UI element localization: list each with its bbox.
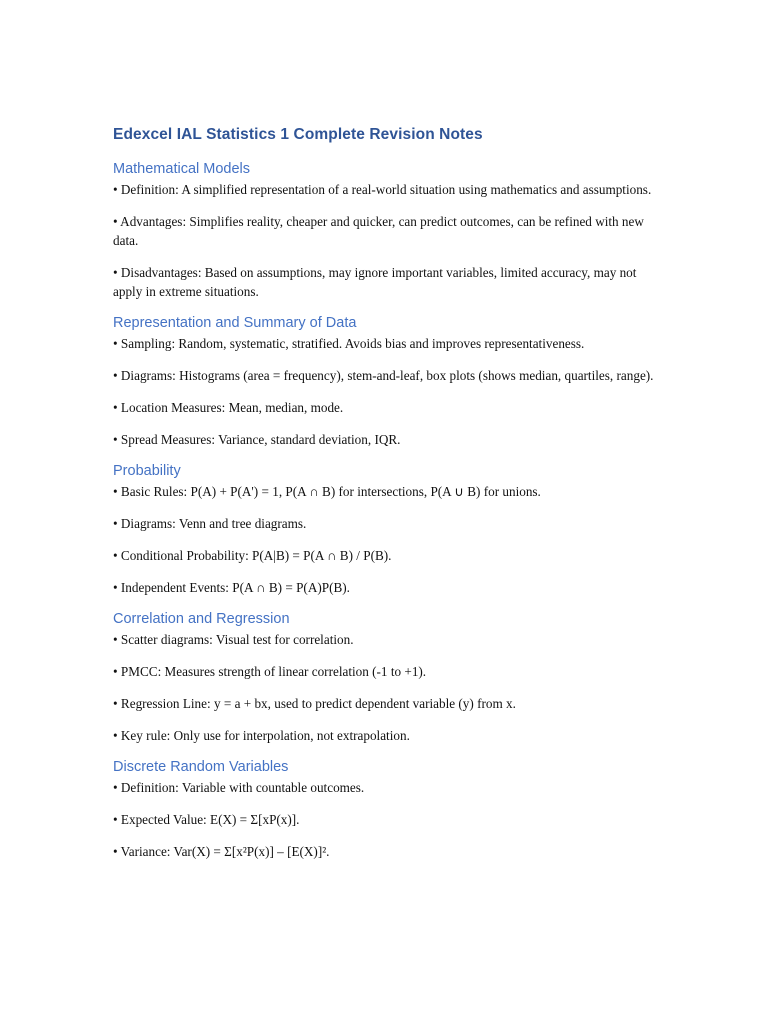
section-heading: Correlation and Regression	[113, 611, 290, 627]
bullet-item: • PMCC: Measures strength of linear correlation (-1 to +1).	[113, 664, 427, 679]
section-heading: Mathematical Models	[113, 161, 250, 177]
bullet-item: • Variance: Var(X) = Σ[x²P(x)] – [E(X)]².	[113, 844, 330, 859]
bullet-item: • Independent Events: P(A ∩ B) = P(A)P(B).	[113, 580, 350, 595]
bullet-item: • Disadvantages: Based on assumptions, may ignore important variables, limited accuracy, may not apply in extreme situations.	[113, 265, 637, 299]
section-heading: Representation and Summary of Data	[113, 315, 357, 331]
bullet-item: • Diagrams: Histograms (area = frequency), stem-and-leaf, box plots (shows median, quartiles, range).	[113, 368, 654, 383]
section-discrete-random-variables	[113, 756, 658, 861]
section-heading: Probability	[113, 463, 181, 479]
bullet-item: • Sampling: Random, systematic, stratified. Avoids bias and improves representativeness.	[113, 336, 585, 351]
bullet-item: • Definition: Variable with countable outcomes.	[113, 780, 365, 795]
section-mathematical-models	[113, 158, 658, 301]
section-correlation-regression	[113, 608, 658, 745]
document-title: Edexcel IAL Statistics 1 Complete Revision Notes	[113, 126, 483, 143]
bullet-item: • Conditional Probability: P(A|B) = P(A ∩ B) / P(B).	[113, 548, 392, 563]
section-representation-summary-data	[113, 312, 658, 449]
section-heading: Discrete Random Variables	[113, 759, 289, 775]
bullet-item: • Diagrams: Venn and tree diagrams.	[113, 516, 307, 531]
bullet-item: • Location Measures: Mean, median, mode.	[113, 400, 344, 415]
bullet-item: • Regression Line: y = a + bx, used to predict dependent variable (y) from x.	[113, 696, 516, 711]
section-probability	[113, 460, 658, 597]
bullet-item: • Definition: A simplified representation of a real-world situation using mathematics and assumptions.	[113, 182, 652, 197]
bullet-item: • Scatter diagrams: Visual test for correlation.	[113, 632, 354, 647]
document-page	[113, 122, 658, 861]
bullet-item: • Basic Rules: P(A) + P(A') = 1, P(A ∩ B) for intersections, P(A ∪ B) for unions.	[113, 484, 541, 499]
bullet-item: • Key rule: Only use for interpolation, not extrapolation.	[113, 728, 410, 743]
bullet-item: • Spread Measures: Variance, standard deviation, IQR.	[113, 432, 401, 447]
bullet-item: • Expected Value: E(X) = Σ[xP(x)].	[113, 812, 300, 827]
bullet-item: • Advantages: Simplifies reality, cheaper and quicker, can predict outcomes, can be refined with new data.	[113, 214, 644, 248]
